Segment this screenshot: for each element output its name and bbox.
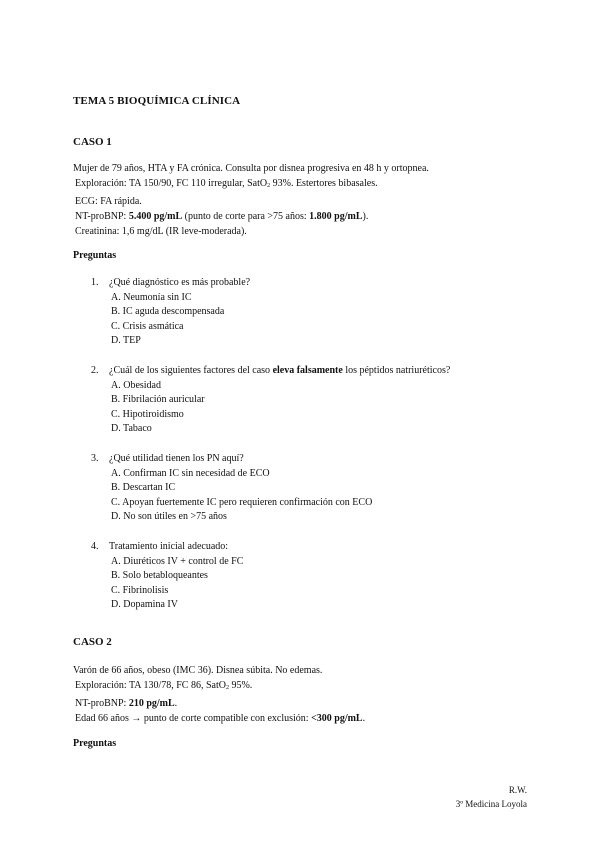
case1-heading: CASO 1 — [73, 136, 112, 148]
question-number: 1. — [91, 277, 99, 288]
option-c: C. Apoyan fuertemente IC pero requieren confirmación con ECO — [111, 496, 373, 508]
case2-line1: Varón de 66 años, obeso (IMC 36). Disnea súbita. No edemas. — [73, 665, 323, 676]
case2-line3: NT-proBNP: 210 pg/mL. — [75, 698, 178, 709]
question-number: 4. — [91, 541, 99, 552]
case1-line5: Creatinina: 1,6 mg/dL (IR leve-moderada). — [75, 226, 247, 237]
question-number: 2. — [91, 365, 99, 376]
option-b: B. Descartan IC — [111, 482, 176, 493]
option-a: A. Neumonía sin IC — [111, 291, 192, 303]
option-a: A. Obesidad — [111, 379, 161, 391]
footer-initials: R.W. — [508, 785, 527, 795]
case2-line2: Exploración: TA 130/78, FC 86, SatO$_2$ 95%. — [75, 680, 253, 691]
case1-line1: Mujer de 79 años, HTA y FA crónica. Consulta por disnea progresiva en 48 h y ortopnea. — [73, 163, 429, 174]
question-stem: ¿Qué diagnóstico es más probable? — [109, 277, 251, 288]
question-stem: ¿Cuál de los siguientes factores del caso eleva falsamente los péptidos natriuréticos? — [109, 365, 451, 376]
case2-heading: CASO 2 — [73, 636, 112, 648]
case1-question-1 — [91, 276, 250, 349]
footer-course: 3º Medicina Loyola — [455, 799, 527, 809]
option-a: A. Diuréticos IV + control de FC — [111, 555, 244, 567]
case1-line2: Exploración: TA 150/90, FC 110 irregular, SatO$_2$ 93%. Estertores bibasales. — [75, 178, 378, 189]
question-stem: ¿Qué utilidad tienen los PN aquí? — [109, 453, 244, 464]
case2-line4: Edad 66 años → punto de corte compatible con exclusión: <300 pg/mL. — [75, 713, 366, 724]
option-c: C. Hipotiroidismo — [111, 408, 184, 420]
case1-line4: NT-proBNP: 5.400 pg/mL (punto de corte para >75 años: 1.800 pg/mL). — [75, 211, 369, 222]
question-stem: Tratamiento inicial adecuado: — [109, 541, 229, 552]
case2-questions-heading: Preguntas — [73, 738, 117, 749]
option-d: D. TEP — [111, 335, 141, 346]
option-d: D. Dopamina IV — [111, 599, 178, 610]
question-number: 3. — [91, 453, 99, 464]
case1-description — [73, 161, 553, 239]
option-c: C. Fibrinolisis — [111, 584, 169, 596]
case2-description — [73, 663, 553, 726]
option-c: C. Crisis asmática — [111, 320, 184, 332]
option-b: B. IC aguda descompensada — [111, 306, 225, 317]
case1-question-2 — [91, 364, 450, 437]
option-b: B. Fibrilación auricular — [111, 394, 205, 405]
option-a: A. Confirman IC sin necesidad de ECO — [111, 467, 270, 479]
option-d: D. No son útiles en >75 años — [111, 511, 227, 522]
case1-question-4 — [91, 540, 243, 613]
option-b: B. Solo betabloqueantes — [111, 570, 208, 581]
document-title: TEMA 5 BIOQUÍMICA CLÍNICA — [73, 95, 241, 107]
option-d: D. Tabaco — [111, 423, 152, 434]
case1-question-3 — [91, 452, 372, 525]
case1-line3: ECG: FA rápida. — [75, 196, 142, 207]
case1-questions-heading: Preguntas — [73, 250, 117, 261]
